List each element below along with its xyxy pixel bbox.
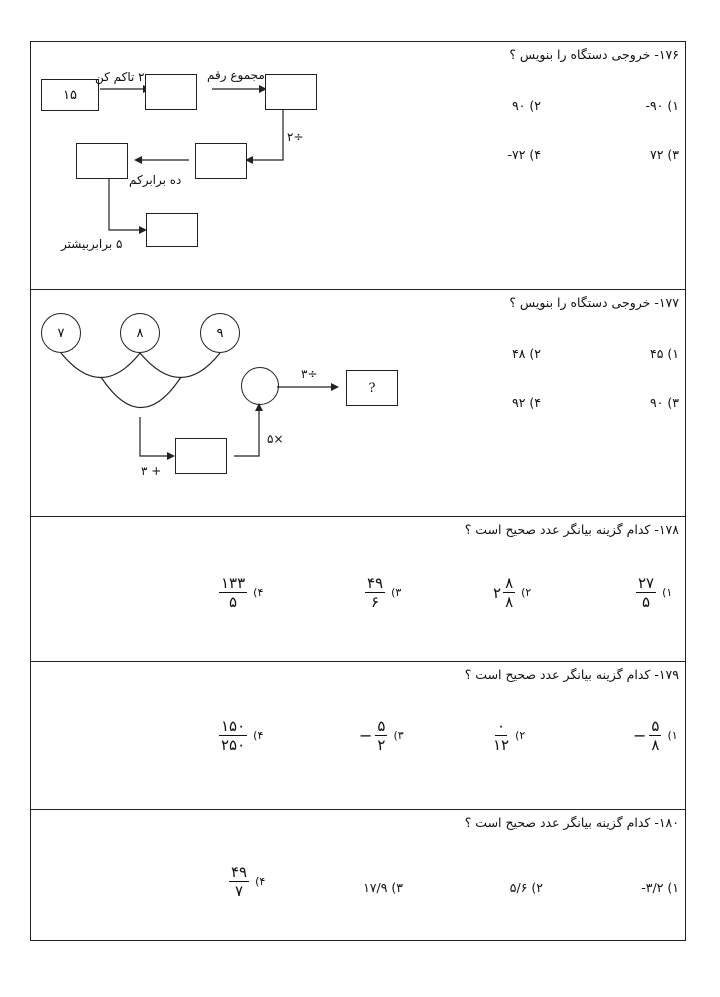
q179-opt2-mark: (۲ [515,729,526,742]
q179-opt2-denominator: ۱۲ [493,736,510,754]
circle-7-value: ۷ [57,325,65,341]
q179-opt3-denominator: ۲ [377,736,386,754]
q178-opt2-numerator: ۸ [505,574,514,592]
q179-option-4[interactable] [219,717,263,754]
q179-option-2[interactable] [493,717,525,754]
q179-opt3-mark: (۳ [393,729,404,742]
op-divide-label: ÷۲ [287,130,304,144]
q178-opt4-denominator: ۵ [229,593,238,611]
q179-opt1-mark: (۱ [667,729,678,742]
question-179 [30,661,686,810]
q180-opt4-denominator: ۷ [235,882,244,900]
q178-option-4[interactable] [219,574,263,611]
q178-option-3[interactable] [365,574,401,611]
q180-option-4[interactable] [229,863,265,900]
op-divide-3-label: ÷۳ [301,367,318,381]
machine-176-box-2 [145,74,197,110]
q177-option-4[interactable]: ۴) ۹۲ [511,395,541,410]
q180-option-2[interactable]: ۲) ۵/۶ [509,880,543,895]
q178-opt3-numerator: ۴۹ [367,574,384,592]
q178-opt1-denominator: ۵ [642,593,651,611]
q180-option-3[interactable]: ۳) ۱۷/۹ [363,880,403,895]
circle-9-value: ۹ [216,325,224,341]
q179-opt2-numerator: ۰ [497,717,506,735]
q176-option-2[interactable]: ۲) ۹۰ [511,98,541,113]
question-176 [30,41,686,290]
q180-opt4-mark: (۴ [255,875,266,888]
q178-opt4-mark: (۴ [253,586,264,599]
q178-opt1-numerator: ۲۷ [638,574,655,592]
circle-7 [41,313,81,353]
op-plus-label: + ۳ [141,464,162,478]
op-times-label: ×۵ [267,432,284,446]
machine-176-box-3 [265,74,317,110]
machine-177-sum-box [175,438,227,474]
q177-option-1[interactable]: ۱) ۴۵ [649,346,679,361]
q178-opt2-denominator: ۸ [505,593,514,611]
op-digit-sum-label: مجموع رقم [207,68,265,82]
q178-opt1-mark: (۱ [662,586,673,599]
q180-option-1[interactable]: ۱) ۳/۲- [641,880,679,895]
q177-option-2[interactable]: ۲) ۴۸ [511,346,541,361]
q177-option-3[interactable]: ۳) ۹۰ [649,395,679,410]
q179-opt1-numerator: ۵ [651,717,660,735]
machine-176-box-5 [76,143,128,179]
q178-option-2[interactable] [493,574,531,611]
q178-opt2-whole: ۲ [493,583,502,602]
q178-opt4-numerator: ۱۳۳ [221,574,246,592]
circle-8 [120,313,160,353]
q176-option-4[interactable]: ۴) ۷۲- [507,147,541,162]
question-180 [30,809,686,941]
q179-opt4-mark: (۴ [253,729,264,742]
q180-opt4-numerator: ۴۹ [231,863,248,881]
machine-177-circle [241,367,279,405]
op-five-times-more-label: ۵ برابربیشتر [61,237,123,251]
q179-option-3[interactable] [359,717,404,754]
machine-177-output-box [346,370,398,406]
question-180-title: ۱۸۰- کدام گزینه بیانگر عدد صحیح است ؟ [464,815,679,830]
circle-8-value: ۸ [136,325,144,341]
machine-177-output-value: ? [368,380,376,396]
q179-opt3-numerator: ۵ [377,717,386,735]
q179-opt1-sign: − [633,726,647,745]
q179-opt1-denominator: ۸ [651,736,660,754]
machine-176-input-box [41,79,99,111]
machine-176-box-4 [195,143,247,179]
q176-option-1[interactable]: ۱) ۹۰- [645,98,679,113]
q179-opt4-numerator: ۱۵۰ [221,717,246,735]
question-178-title: ۱۷۸- کدام گزینه بیانگر عدد صحیح است ؟ [464,522,679,537]
q178-option-1[interactable] [636,574,672,611]
q179-opt4-denominator: ۲۵۰ [221,736,246,754]
question-179-title: ۱۷۹- کدام گزینه بیانگر عدد صحیح است ؟ [464,667,679,682]
machine-176-box-6 [146,213,198,247]
q178-opt3-denominator: ۶ [371,593,380,611]
question-176-title: ۱۷۶- خروجی دستگاه را بنویس ؟ [509,47,679,62]
q179-opt3-sign: − [359,726,373,745]
question-178 [30,516,686,662]
machine-176-input-value: ۱۵ [63,87,77,103]
op-ten-times-less-label: ده برابرکم [129,173,182,187]
circle-9 [200,313,240,353]
op-subtract-label: ۲ تاکم کن [95,70,145,84]
q176-option-3[interactable]: ۳) ۷۲ [649,147,679,162]
q179-option-1[interactable] [633,717,678,754]
question-177-title: ۱۷۷- خروجی دستگاه را بنویس ؟ [509,295,679,310]
question-177 [30,289,686,517]
q178-opt2-mark: (۲ [521,586,532,599]
q178-opt3-mark: (۳ [391,586,402,599]
